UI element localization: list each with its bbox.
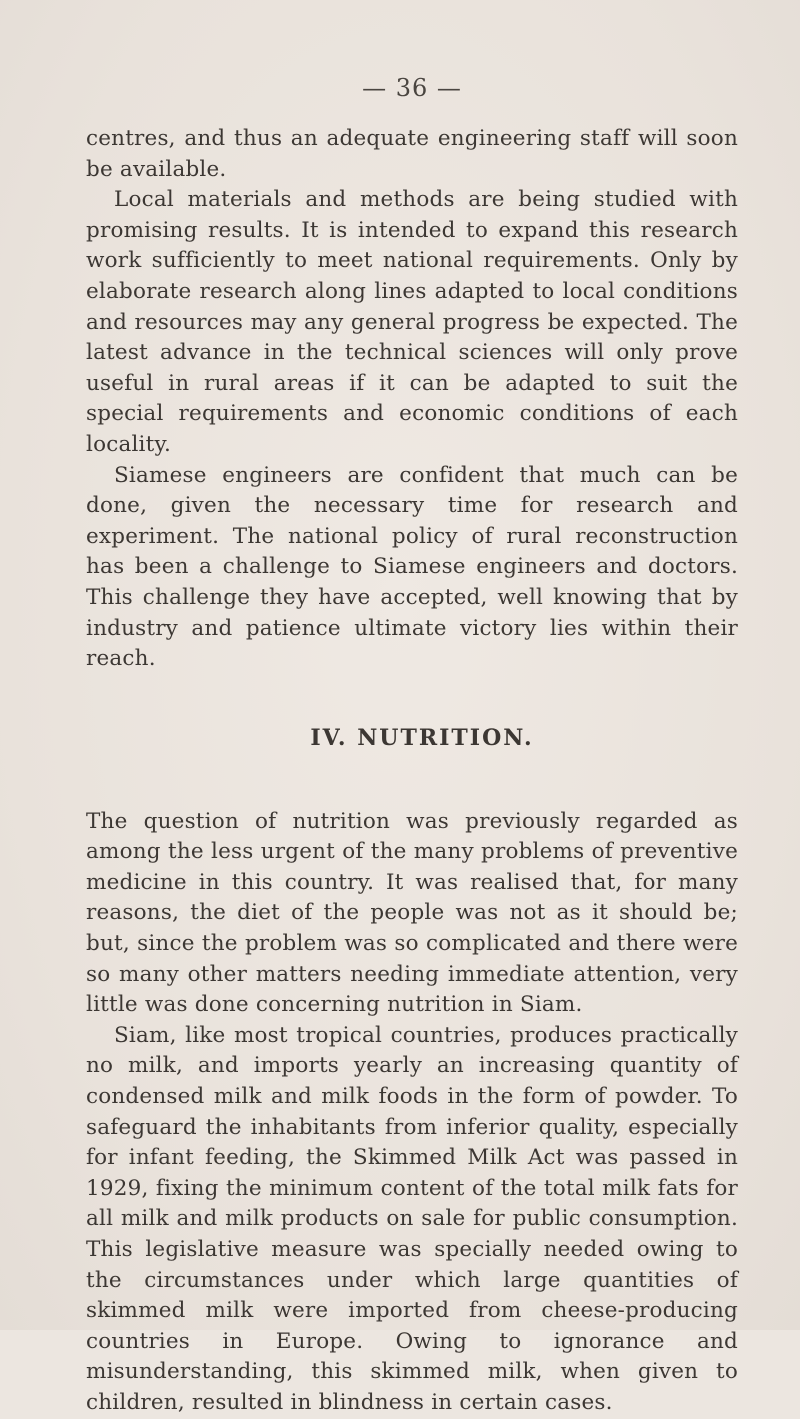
paragraph-nutrition-question: The question of nutrition was previously regarded as among the less urgent of the many problems of preventive medicine in this country. It was realised that, for many reasons, the diet of the people was not as it should be; but, since the problem was so complicated and there were so many other matters needing immediate attention, very little was done concerning nutrition in Siam. [86,808,738,1018]
paragraph-engineering-staff: centres, and thus an adequate engineering staff will soon be available. [86,126,738,182]
paragraph-local-materials: Local materials and methods are being studied with promising results. It is intended to expand this research work sufficiently to meet national requirements. Only by elaborate research along lines adapted to local conditions and resources may any general progress be expected. The latest advance in the technical sciences will only prove useful in rural areas if it can be adapted to suit the special requirements and economic conditions of each locality. [86,187,738,457]
page-number: — 36 — [362,74,462,102]
paragraph-siamese-engineers: Siamese engineers are confident that much can be done, given the necessary time for research and experiment. The national policy of rural reconstruction has been a challenge to Siamese engineers and doctors. This challenge they have accepted, well knowing that by industry and patience ultimate victory lies within their reach. [86,462,738,672]
paragraph-skimmed-milk: Siam, like most tropical countries, produces practically no milk, and imports yearly an increasing quantity of condensed milk and milk foods in the form of powder. To safeguard the inhabitants from inferior quality, especially for infant feeding, the Skimmed Milk Act was passed in 1929, fixing the minimum content of the total milk fats for all milk and milk products on sale for public consumption. This legislative measure was specially needed owing to the circumstances under which large quantities of skimmed milk were imported from cheese-producing countries in Europe. Owing to ignorance and misunderstanding, this skimmed milk, when given to children, resulted in blindness in certain cases. [86,1022,738,1415]
section-heading-nutrition: IV. NUTRITION. [310,724,534,751]
